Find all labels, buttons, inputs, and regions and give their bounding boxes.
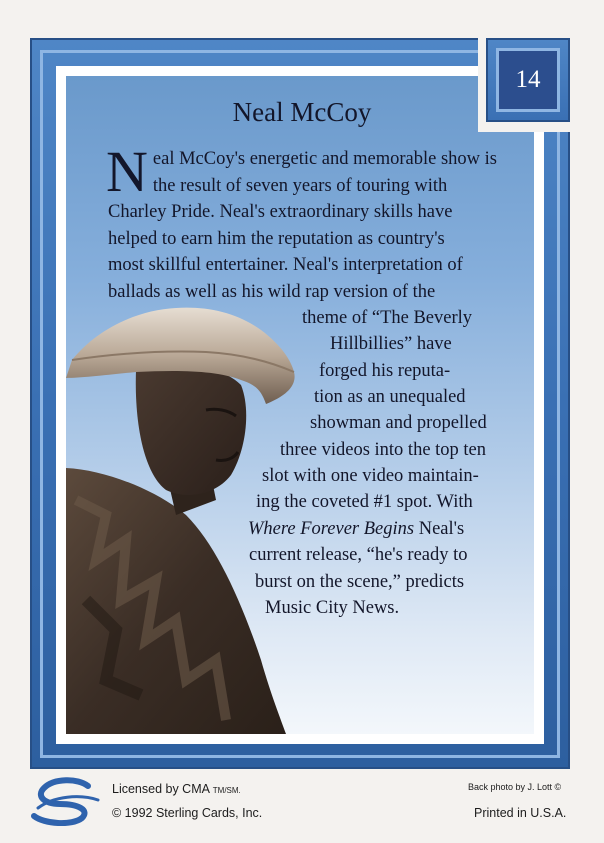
trademark-mark: TM/SM. xyxy=(212,786,241,795)
bio-line-wrap: three videos into the top ten xyxy=(280,440,487,460)
album-suffix: Neal's xyxy=(414,519,465,539)
bio-line-wrap: tion as an unequaled xyxy=(314,387,466,407)
bio-line-wrap: Hillbillies” have xyxy=(330,334,452,354)
bio-line: helped to earn him the reputation as country's xyxy=(108,228,445,249)
album-title: Where Forever Begins xyxy=(248,519,415,539)
bio-line-end: current release, “he's ready to xyxy=(249,545,468,565)
bio-drop-cap: N xyxy=(106,139,148,204)
logo-letter: S xyxy=(60,800,61,801)
face-shape xyxy=(136,364,246,495)
sterling-logo-icon xyxy=(30,776,102,826)
bio-line-wrap: forged his reputa- xyxy=(319,361,451,381)
bio-line-end: burst on the scene,” predicts xyxy=(255,572,465,592)
printed-in: Printed in U.S.A. xyxy=(474,806,567,820)
bio-line: the result of seven years of touring with xyxy=(152,175,448,196)
bio-line-wrap: showman and propelled xyxy=(310,413,487,433)
bio-line: Charley Pride. Neal's extraordinary skills have xyxy=(108,202,453,222)
bio-line: most skillful entertainer. Neal's interpretation of xyxy=(108,255,463,275)
bio-full-block xyxy=(108,199,463,305)
bio-line-wrap: slot with one video maintain- xyxy=(262,466,479,486)
bio-top-block xyxy=(106,139,498,204)
player-name-title: Neal McCoy xyxy=(232,97,372,127)
copyright-line: © 1992 Sterling Cards, Inc. xyxy=(112,806,263,820)
bio-line: eal McCoy's energetic and memorable show is xyxy=(152,149,498,169)
bio-line-wrap: ing the coveted #1 spot. With xyxy=(256,492,473,512)
bio-line-end: Music City News. xyxy=(265,598,400,618)
card-number: 14 xyxy=(496,48,560,112)
licensed-by: Licensed by CMA xyxy=(112,782,210,796)
bio-line-wrap: theme of “The Beverly xyxy=(302,308,473,328)
license-line xyxy=(112,782,241,796)
bio-line-album xyxy=(248,516,464,543)
bio-line: ballads as well as his wild rap version of the xyxy=(108,281,436,302)
photo-credit: Back photo by J. Lott © xyxy=(468,782,562,792)
